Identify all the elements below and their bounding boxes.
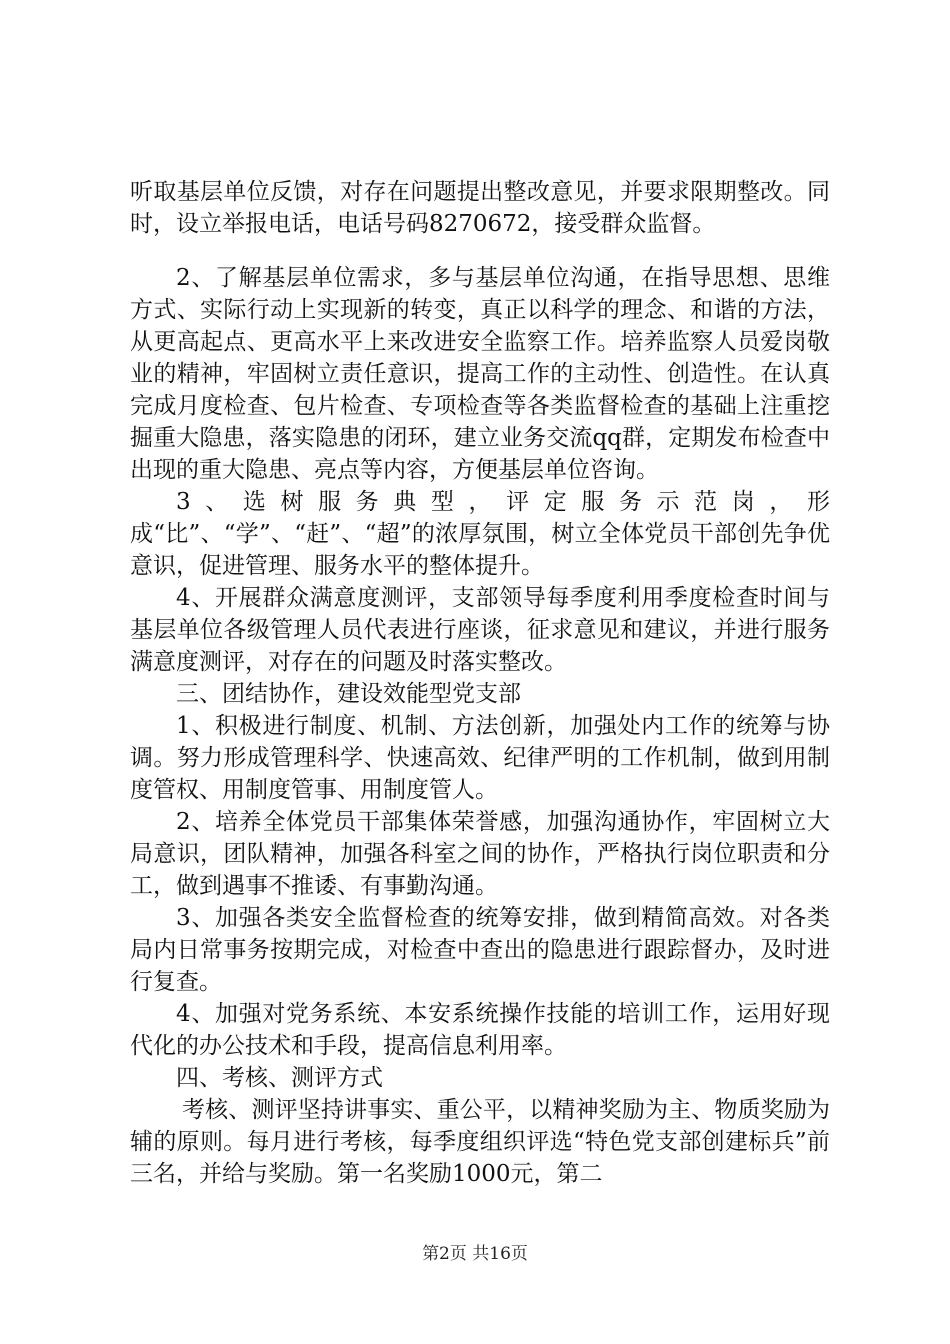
paragraph-spacer: [130, 240, 830, 262]
paragraph-assessment: 考核、测评坚持讲事实、重公平，以精神奖励为主、物质奖励为辅的原则。每月进行考核，每季度组织评选“特色党支部创建标兵”前三名，并给与奖励。第一名奖励1000元，第二: [130, 1097, 830, 1187]
paragraph-item-3-model: 3、选树服务典型，评定服务示范岗，形成“比”、“学”、“赶”、“超”的浓厚氛围，树立全体党员干部创先争优意识，促进管理、服务水平的整体提升。: [130, 489, 830, 579]
paragraph-item-1-innovation: 1、积极进行制度、机制、方法创新，加强处内工作的统筹与协调。努力形成管理科学、快速高效、纪律严明的工作机制，做到用制度管权、用制度管事、用制度管人。: [130, 713, 830, 803]
paragraph-item-2-teamwork: 2、培养全体党员干部集体荣誉感，加强沟通协作，牢固树立大局意识，团队精神，加强各科室之间的协作，严格执行岗位职责和分工，做到遇事不推诿、有事勤沟通。: [130, 809, 830, 899]
document-body: [130, 176, 830, 1190]
paragraph-item-4-survey: 4、开展群众满意度测评，支部领导每季度利用季度检查时间与基层单位各级管理人员代表进行座谈，征求意见和建议，并进行服务满意度测评，对存在的问题及时落实整改。: [130, 585, 830, 675]
section-heading-4: 四、考核、测评方式: [176, 1065, 383, 1091]
page-number-footer: 第2页 共16页: [422, 1244, 528, 1264]
paragraph-item-2-needs: 2、了解基层单位需求，多与基层单位沟通，在指导思想、思维方式、实际行动上实现新的转变，真正以科学的理念、和谐的方法，从更高起点、更高水平上来改进安全监察工作。培养监察人员爱岗敬业的精神，牢固树立责任意识，提高工作的主动性、创造性。在认真完成月度检查、包片检查、专项检查等各类监督检查的基础上注重挖掘重大隐患，落实隐患的闭环，建立业务交流qq群，定期发布检查中出现的重大隐患、亮点等内容，方便基层单位咨询。: [130, 265, 830, 483]
section-heading-3: 三、团结协作，建设效能型党支部: [176, 681, 521, 707]
paragraph-item-4-training: 4、加强对党务系统、本安系统操作技能的培训工作，运用好现代化的办公技术和手段，提高信息利用率。: [130, 1001, 830, 1059]
paragraph-continuation: 听取基层单位反馈，对存在问题提出整改意见，并要求限期整改。同时，设立举报电话，电话号码8270672，接受群众监督。: [130, 179, 830, 237]
paragraph-item-3-inspection: 3、加强各类安全监督检查的统筹安排，做到精简高效。对各类局内日常事务按期完成，对检查中查出的隐患进行跟踪督办，及时进行复查。: [130, 905, 830, 995]
